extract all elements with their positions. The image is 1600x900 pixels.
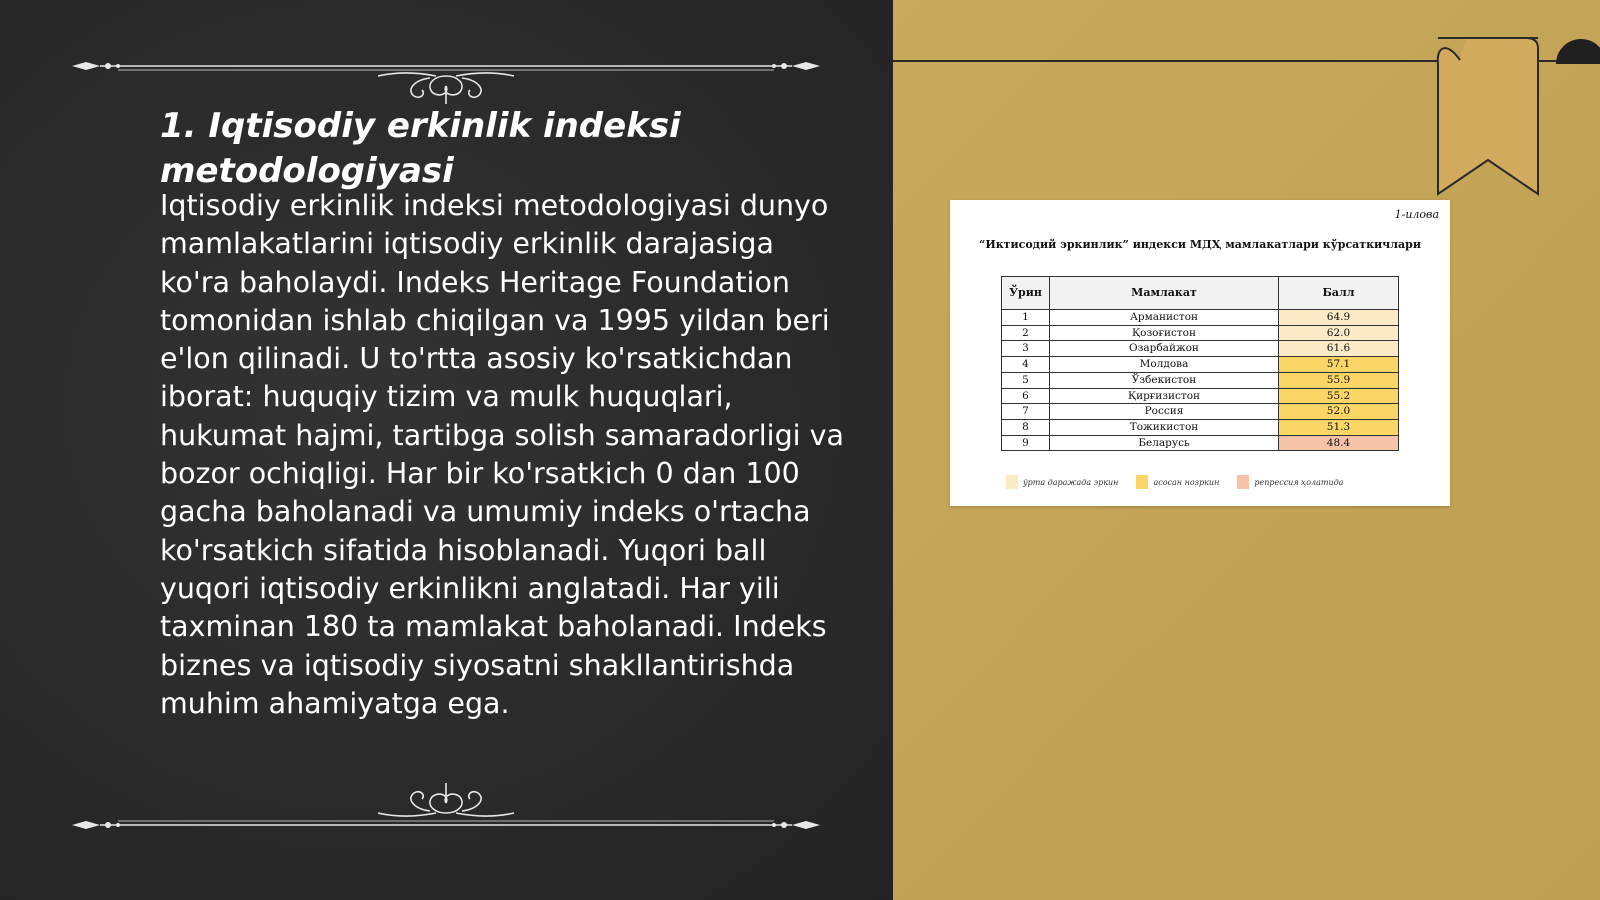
table-legend (1006, 475, 1343, 489)
country-cell: Тожикистон (1050, 419, 1279, 435)
table-row (1002, 419, 1399, 435)
score-cell: 55.9 (1279, 372, 1399, 388)
score-cell: 64.9 (1279, 310, 1399, 326)
legend-item (1136, 475, 1219, 489)
rank-cell: 2 (1002, 325, 1050, 341)
header-rank: Ўрин (1002, 277, 1050, 310)
score-cell: 61.6 (1279, 341, 1399, 357)
score-cell: 52.0 (1279, 404, 1399, 420)
legend-label: ўрта даражада эркин (1023, 477, 1119, 487)
rank-cell: 4 (1002, 357, 1050, 373)
country-cell: Ўзбекистон (1050, 372, 1279, 388)
score-cell: 48.4 (1279, 435, 1399, 451)
country-cell: Қозоғистон (1050, 325, 1279, 341)
country-cell: Қирғизистон (1050, 388, 1279, 404)
rank-cell: 5 (1002, 372, 1050, 388)
appendix-label: 1-илова (1394, 208, 1439, 221)
score-cell: 62.0 (1279, 325, 1399, 341)
freedom-index-table (1001, 276, 1399, 451)
legend-swatch-icon (1237, 475, 1249, 489)
country-cell: Молдова (1050, 357, 1279, 373)
country-cell: Беларусь (1050, 435, 1279, 451)
table-header-row (1002, 277, 1399, 310)
embedded-table-image (950, 200, 1450, 506)
score-cell: 57.1 (1279, 357, 1399, 373)
table-row (1002, 357, 1399, 373)
table-row (1002, 372, 1399, 388)
table-row (1002, 435, 1399, 451)
table-caption: “Иктисодий эркинлик” индекси МДҲ мамлакатлари кўрсаткичлари (979, 238, 1421, 251)
legend-swatch-icon (1006, 475, 1018, 489)
table-row (1002, 404, 1399, 420)
slide-title: 1. Iqtisodiy erkinlik indeksi metodologiyasi (160, 106, 681, 191)
score-cell: 51.3 (1279, 419, 1399, 435)
half-circle-decoration-icon (1556, 36, 1600, 64)
bottom-ornament-divider-icon (66, 773, 826, 833)
legend-label: репрессия ҳолатида (1254, 477, 1344, 487)
rank-cell: 9 (1002, 435, 1050, 451)
country-cell: Россия (1050, 404, 1279, 420)
header-score: Балл (1279, 277, 1399, 310)
rank-cell: 6 (1002, 388, 1050, 404)
table-row (1002, 325, 1399, 341)
rank-cell: 3 (1002, 341, 1050, 357)
legend-label: асосан нозркин (1153, 477, 1220, 487)
rank-cell: 7 (1002, 404, 1050, 420)
rank-cell: 1 (1002, 310, 1050, 326)
table-row (1002, 341, 1399, 357)
country-cell: Озарбайжон (1050, 341, 1279, 357)
country-cell: Арманистон (1050, 310, 1279, 326)
legend-item (1237, 475, 1343, 489)
table-row (1002, 310, 1399, 326)
top-ornament-divider-icon (66, 46, 826, 106)
slide-body-text: Iqtisodiy erkinlik indeksi metodologiyasi dunyo mamlakatlarini iqtisodiy erkinlik darajasiga ko'ra baholaydi. Indeks Heritage Foundation tomonidan ishlab chiqilgan va 1995 yildan beri e'lon qilinadi. U to'rtta asosiy ko'rsatkichdan iborat: huquqiy tizim va mulk huquqlari, hukumat hajmi, tartibga solish samaradorligi va bozor ochiqligi. Har bir ko'rsatkich 0 dan 100 gacha baholanadi va umumiy indeks o'rtacha ko'rsatkich sifatida hisoblanadi. Yuqori ball yuqori iqtisodiy erkinlikni anglatadi. Har yili taxminan 180 ta mamlakat baholanadi. Indeks biznes va iqtisodiy siyosatni shakllantirishda muhim ahamiyatga ega. (160, 189, 844, 720)
rank-cell: 8 (1002, 419, 1050, 435)
legend-swatch-icon (1136, 475, 1148, 489)
score-cell: 55.2 (1279, 388, 1399, 404)
header-country: Мамлакат (1050, 277, 1279, 310)
legend-item (1006, 475, 1118, 489)
table-row (1002, 388, 1399, 404)
